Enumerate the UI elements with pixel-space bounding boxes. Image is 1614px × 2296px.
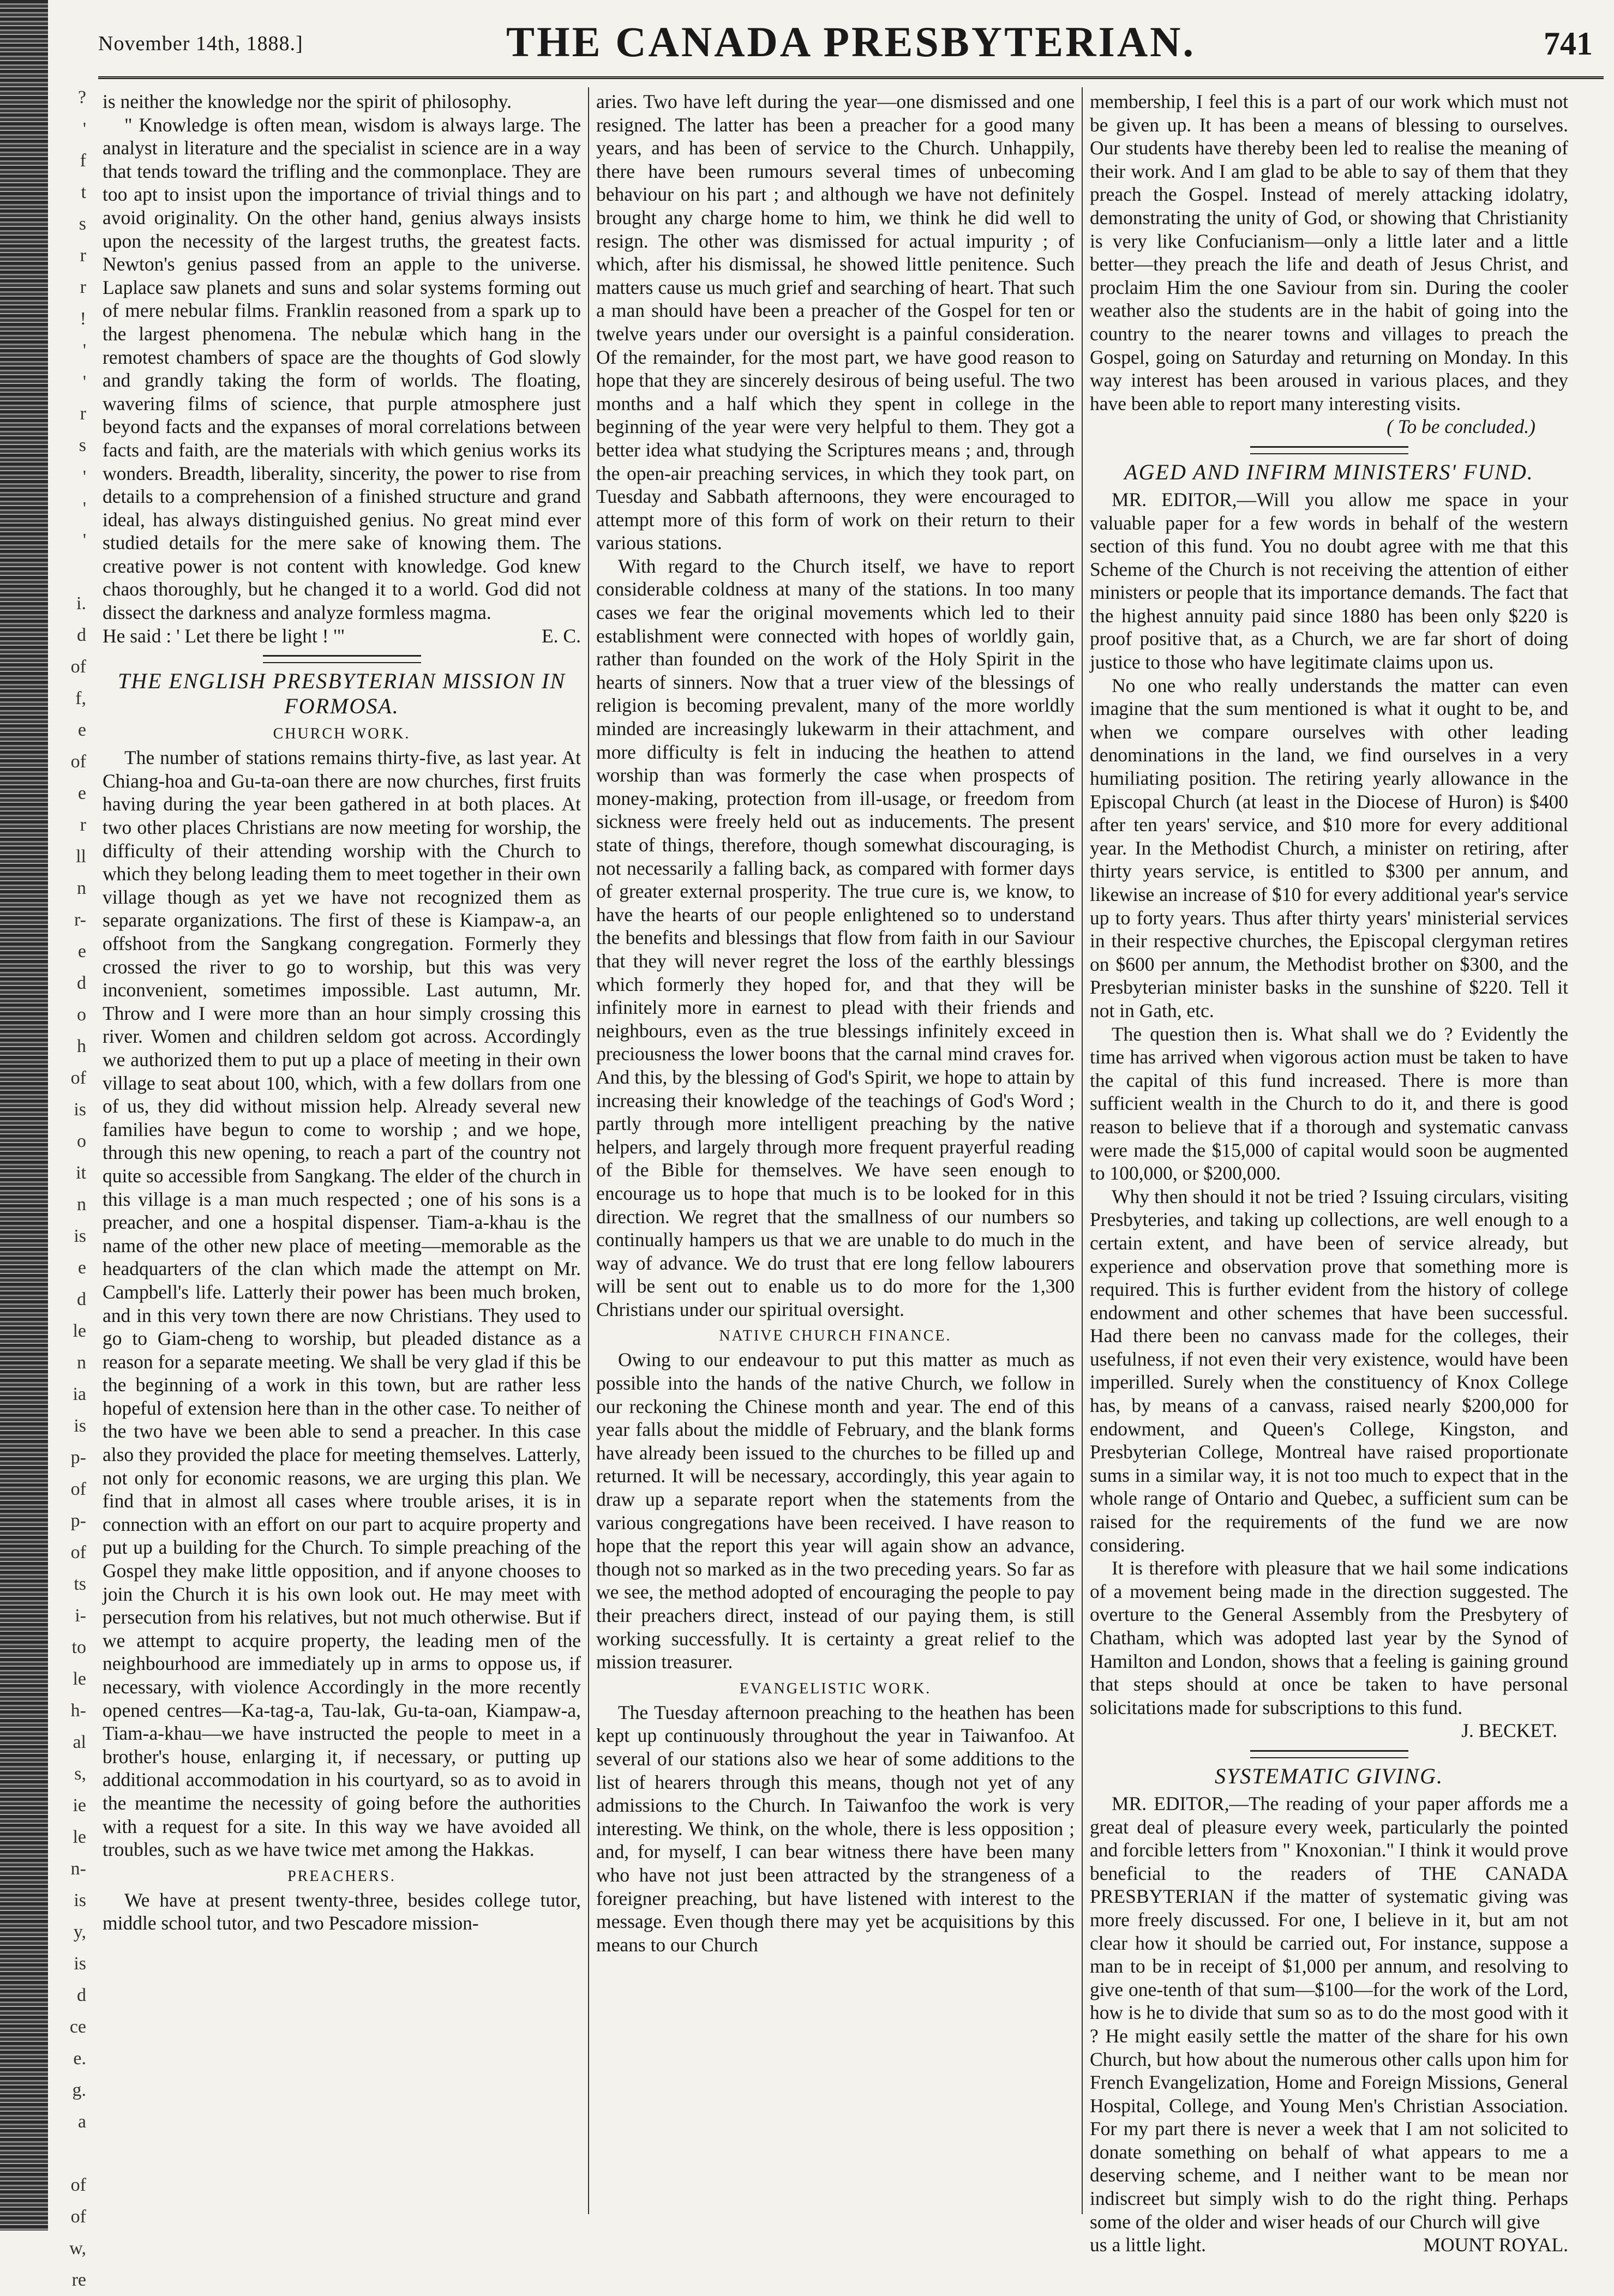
margin-fragment: ie <box>73 1795 86 1816</box>
systematic-giving-paragraphs <box>1090 1792 1568 2233</box>
section-heading-church-work: CHURCH WORK. <box>273 725 411 743</box>
margin-fragment: to <box>71 1637 86 1657</box>
margin-fragment: p- <box>70 1511 86 1531</box>
margin-fragment: e <box>77 720 86 740</box>
signature-becket: J. BECKET. <box>1461 1720 1557 1742</box>
margin-fragment <box>48 556 86 588</box>
column-1 <box>103 90 581 2211</box>
margin-fragment: n <box>77 1194 86 1215</box>
margin-fragment: ' <box>82 119 86 139</box>
margin-fragment: of <box>70 2207 86 2227</box>
aged-fund-paragraphs <box>1090 488 1568 1719</box>
margin-fragment: ia <box>73 1384 86 1404</box>
page-number: 741 <box>1544 26 1593 62</box>
margin-fragment: e <box>77 941 86 961</box>
issue-date: November 14th, 1888.] <box>98 32 303 55</box>
margin-fragment: r <box>80 277 86 297</box>
to-be-concluded-note: ( To be concluded.) <box>1387 416 1535 438</box>
margin-fragment: r <box>80 815 86 835</box>
margin-fragment: f <box>80 151 86 171</box>
closing-quote: He said : ' Let there be light ! '" <box>103 624 345 647</box>
article-title-formosa: THE ENGLISH PRESBYTERIAN MISSION IN FORMOSA. <box>117 669 566 719</box>
column-rule <box>588 87 589 2214</box>
margin-fragment: is <box>74 1099 86 1120</box>
margin-fragment: p- <box>70 1447 86 1468</box>
margin-fragment: h <box>77 1036 86 1056</box>
margin-fragment: n <box>77 878 86 898</box>
margin-fragment: ' <box>82 530 86 550</box>
separator-rule <box>263 655 421 663</box>
paragraph: " Knowledge is often mean, wisdom is always large. The analyst in literature and the specialist in science are in a way that tends toward the trifling and the commonplace. They are too apt to insist upon the importance of trivial things and to avoid originality. On the other hand, genius always insists upon the necessity of the largest truths, the greatest facts. Newton's genius passed from an apple to the universe. Laplace saw planets and suns and solar systems forming out of mere nebular films. Franklin reasoned from a spark up to the largest phenomena. The nebulæ which hang in the remotest chambers of space are the thoughts of God slowly and grandly taking the form of worlds. The floating, wavering films of science, that purple atmosphere just beyond facts and the expanses of moral correlations between facts and faith, are the materials with which genius works its wonders. Breadth, liberality, sincerity, the power to rise from details to a comprehension of a finished structure and grand ideal, has always distinguished genius. No great mind ever studied details for the mere sake of knowing them. The creative power is not content with knowledge. God knew chaos thoroughly, but he changed it to a world. God did not dissect the darkness and analyze formless magma. <box>103 113 581 624</box>
masthead <box>98 0 1604 79</box>
separator-rule <box>1250 1750 1408 1758</box>
church-work-paragraphs <box>103 746 581 1861</box>
paragraph: The Tuesday afternoon preaching to the heathen has been kept up continuously throughout the year in Taiwanfoo. At several of our stations also we hear of some additions to the list of hearers through this means, though not yet of any admissions to the Church. In Taiwanfoo the work is very interesting. We think, on the whole, there is less opposition ; and, for myself, I can bear witness there have been many who have not just been attracted by the strangeness of a foreigner preaching, but have listened with interest to the message. Even though there may yet be acquisitions by this means to our Church <box>596 1701 1075 1956</box>
margin-fragment <box>48 2138 86 2169</box>
preachers-paragraphs <box>103 1889 581 1935</box>
margin-fragment: ' <box>82 372 86 392</box>
section-heading-preachers: PREACHERS. <box>287 1867 396 1885</box>
margin-fragment: s <box>79 435 86 455</box>
margin-fragment: d <box>77 625 86 645</box>
margin-fragment: i. <box>76 593 86 614</box>
signature-mount-royal: MOUNT ROYAL. <box>1423 2234 1568 2256</box>
margin-fragment: r- <box>74 910 86 930</box>
margin-fragment: is <box>74 1416 86 1436</box>
column-rule <box>1082 87 1083 2214</box>
margin-fragment: al <box>73 1732 86 1752</box>
paragraph: is neither the knowledge nor the spirit of philosophy. <box>103 91 512 112</box>
adjacent-page-margin-text <box>48 82 86 2290</box>
margin-fragment: n- <box>70 1859 86 1879</box>
margin-fragment: d <box>77 973 86 993</box>
margin-fragment: d <box>77 1985 86 2005</box>
margin-fragment: of <box>70 657 86 677</box>
closing-signature: E. C. <box>542 624 581 647</box>
margin-fragment: le <box>73 1669 86 1689</box>
finance-paragraphs <box>596 1348 1075 1673</box>
paragraph: Owing to our endeavour to put this matter as much as possible into the hands of the native Church, we follow in our reckoning the Chinese month and year. The end of this year falls about the middle of February, and the blank forms have already been issued to the churches to be filled up and returned. It will be necessary, accordingly, this year again to draw up a separate report when the statements from the various congregations have been received. I have reason to hope that the report this year will again show an advance, though not so marked as in the two preceding years. So far as we see, the method adopted of encouraging the people to pay their preachers direct, instead of our paying them, is still working successfully. It is certainty a great relief to the mission treasurer. <box>596 1349 1075 1673</box>
paragraph: Why then should it not be tried ? Issuing circulars, visiting Presbyteries, and taking up collections, are well enough to a certain extent, and have been of service already, but experience and observation prove that something more is required. This is further evident from the history of college endowment and other schemes that have been successful. Had there been no canvass made for the colleges, their usefulness, if not even their very existence, would have been imperilled. Surely when the constituency of Knox College has, by means of a canvass, raised nearly $200,000 for endowment, and Queen's College, Kingston, and Presbyterian College, Montreal have raised proportionate sums in a similar way, it is not too much to expect that in the whole range of Ontario and Quebec, a sufficient sum can be raised for the requirements of the fund we are now considering. <box>1090 1185 1568 1556</box>
margin-fragment: ' <box>82 498 86 519</box>
margin-fragment: le <box>73 1827 86 1847</box>
paragraph: The number of stations remains thirty-five, as last year. At Chiang-hoa and Gu-ta-oan there are now churches, first fruits having during the year been gathered in at both places. At two other places Christians are now meeting for worship, the difficulty of their attending worship with the Church to which they belong leading them to meet together in their own village though as yet we have not recognized them as separate organizations. The first of these is Kiampaw-a, an offshoot from the Sangkang congregation. Formerly they crossed the river to go to worship, but this was very inconvenient, sometimes impossible. Last autumn, Mr. Throw and I were more than an hour simply crossing this river. Women and children seldom got across. Accordingly we authorized them to put up a place of meeting in their own village to seat about 100, which, with a few dollars from one of us, they did without mission help. Already several new families have begun to come to worship ; and we hope, through this new opening, to reach a part of the country not quite so accessible from Sangkang. The elder of the church in this village is a man much respected ; one of his sons is a preacher, and one a hospital dispenser. Tiam-a-khau is the name of the other new place of meeting—memorable as the headquarters of the clan which made the attempt on Mr. Campbell's life. Latterly their power has been much broken, and in this very town there are now Christians. They used to go to Giam-cheng to worship, but pleaded distance as a reason for a separate meeting. We shall be very glad if this be the beginning of a work in this town, but are rather less hopeful of extension here than in the other case. To neither of the two have we been able to send a preacher. In this case also they provided the place for meeting themselves. Latterly, not only for economic reasons, we are urging this plan. We find that in almost all cases where trouble arises, it is in connection with an effort on our part to acquire property and put up a building for the Church. To simple preaching of the Gospel they make little opposition, and if anyone chooses to join the Church it is his own look out. He may meet with persecution from his relatives, but not much otherwise. But if we attempt to acquire property, the leading men of the neighbourhood are immediately up in arms to oppose us, if necessary, with violence Accordingly in the more recently opened centres—Ka-tag-a, Tau-lak, Gu-ta-oan, Kiampaw-a, Tiam-a-khau—we have instructed the people to meet in a brother's house, enlarging it, if necessary, or putting up additional accommodation in his courtyard, so as to avoid in the meantime the necessity of going before the authorities with a request for a site. In this way we have avoided all troubles, such as we have twice met among the Hakkas. <box>103 747 581 1861</box>
margin-fragment: o <box>77 1005 86 1025</box>
paragraph: membership, I feel this is a part of our work which must not be given up. It has been a means of blessing to ourselves. Our students have thereby been led to realise the meaning of their work. And I am glad to be able to say of them that they preach the Gospel. Instead of merely attacking idolatry, demonstrating the unity of God, or showing that Christianity is very like Confucianism—only a little later and a little better—they preach the life and death of Jesus Christ, and proclaim Him the one Saviour from sin. During the cooler weather also the students are in the habit of going into the country to the nearer towns and villages to preach the Gospel, going on Saturday and returning on Monday. In this way interest has been aroused in various places, and they have been able to report many interesting visits. <box>1090 91 1568 414</box>
section-heading-native-church-finance: NATIVE CHURCH FINANCE. <box>719 1327 952 1345</box>
margin-fragment: is <box>74 1954 86 1974</box>
article-title-systematic-giving: SYSTEMATIC GIVING. <box>1215 1763 1443 1788</box>
paragraph: We have at present twenty-three, besides college tutor, middle school tutor, and two Pescadore mission- <box>103 1889 581 1934</box>
margin-fragment: a <box>77 2112 86 2132</box>
paragraph: No one who really understands the matter can even imagine that the sum mentioned is what it ought to be, and when we compare ourselves with other leading denominations in the land, we find ourselves in a very humiliating position. The retiring yearly allowance in the Episcopal Church (at least in the Diocese of Huron) is $400 after ten years' service, and $10 more for every additional year. In the Methodist Church, a minister on retiring, after thirty years service, is entitled to $300 per annum, and likewise an increase of $10 for every additional year's service up to forty years. Thus after thirty years' ministerial services in their respective churches, the Episcopal clergyman retires on $600 per annum, the Methodist brother on $300, and the Presbyterian minister basks in the sunshine of $220. Tell it not in Gath, etc. <box>1090 674 1568 1021</box>
paragraph: It is therefore with pleasure that we hail some indications of a movement being made in the direction suggested. The overture to the General Assembly from the Presbytery of Chatham, which was adopted last year by the Synod of Hamilton and London, shows that a feeling is gaining ground that steps should at once be taken to have personal solicitations made for subscriptions to this fund. <box>1090 1557 1568 1718</box>
margin-fragment: ll <box>76 846 86 867</box>
preachers-continued-paragraphs <box>596 90 1075 1321</box>
paragraph: The question then is. What shall we do ? Evidently the time has arrived when vigorous action must be taken to have the capital of this fund increased. There is more than sufficient wealth in the Church to do it, and there is good reason to believe that if a thorough and systematic canvass were made the $15,000 of capital would soon be augmented to 100,000, or $200,000. <box>1090 1023 1568 1185</box>
intro-paragraphs <box>103 90 581 624</box>
margin-fragment: r <box>80 404 86 424</box>
margin-fragment: le <box>73 1321 86 1341</box>
evangelistic-continued-paragraphs <box>1090 90 1568 415</box>
margin-fragment: s <box>79 214 86 234</box>
closing-line <box>1090 2233 1568 2257</box>
margin-fragment: is <box>74 1226 86 1246</box>
paragraph: MR. EDITOR,—The reading of your paper affords me a great deal of pleasure every week, particularly the pointed and forcible letters from " Knoxonian." I think it would prove beneficial to the readers of THE CANADA PRESBYTERIAN if the matter of systematic giving was more freely discussed. For one, I believe in it, but am not clear how it should be carried out, For instance, suppose a man to be in receipt of $1,000 per annum, and resolving to give one-tenth of that sum—$100—for the work of the Lord, how is he to divide that sum so as to do the most good with it ? He might easily settle the matter of the share for his own Church, but how about the numerous other calls upon him for French Evangelization, Home and Foreign Missions, General Hospital, College, and Young Men's Christian Association. For my part there is never a week that I am not solicited to donate something on behalf of what appears to me a deserving scheme, and I neither want to be mean nor indiscreet but simply wish to do the right thing. Perhaps some of the older and wiser heads of our Church will give <box>1090 1792 1568 2233</box>
margin-fragment: ' <box>82 340 86 360</box>
closing-line <box>103 624 581 648</box>
margin-fragment: e <box>77 783 86 803</box>
margin-fragment: ts <box>74 1574 86 1594</box>
paragraph: MR. EDITOR,—Will you allow me space in your valuable paper for a few words in behalf of the western section of this fund. You no doubt agree with me that this Scheme of the Church is not receiving the attention of either ministers or people that its importance demands. The fact that the highest annuity paid since 1880 has been only $220 is proof positive that, as a Church, we are far short of doing justice to those who have legitimate claims upon us. <box>1090 488 1568 674</box>
evangelistic-paragraphs <box>596 1701 1075 1957</box>
margin-fragment: h- <box>70 1700 86 1721</box>
margin-fragment: is <box>74 1890 86 1910</box>
last-line-text: us a little light. <box>1090 2234 1206 2256</box>
newspaper-title: THE CANADA PRESBYTERIAN. <box>506 18 1196 65</box>
margin-fragment: d <box>77 1289 86 1309</box>
margin-fragment: ! <box>80 309 86 329</box>
paragraph: With regard to the Church itself, we have to report considerable coldness at many of the stations. In too many cases we fear the original movements which led to their establishment were connected with hopes of worldly gain, rather than founded on the work of the Holy Spirit in the hearts of sinners. Now that a truer view of the blessings of religion is becoming prevalent, many of the more worldly minded are increasingly lukewarm in their attachment, and more difficulty is felt in inducing the heathen to attend worship than was formerly the case when prospects of money-making, protection from ill-usage, or freedom from sickness were freely held out as inducements. The present state of things, therefore, though somewhat discouraging, is not necessarily a falling back, as compared with former days of greater external prosperity. The true cure is, we know, to have the hearts of our people enlightened so to understand the benefits and blessings that flow from faith in our Saviour that they will never regret the loss of the earthly blessings which formerly they hoped for, and that they will be infinitely more in earnest to plead with their friends and neighbours, even as the true blessings infinitely exceed in preciousness the lower boons that the carnal mind craves for. And this, by the blessing of God's Spirit, we hope to attain by increasing their knowledge of the teachings of God's Word ; partly through more intelligent preaching by the native helpers, and largely through more frequent prayerful reading of the Bible for themselves. We have seen enough to encourage us to hope that much is to be looked for in this direction. We regret that the smallness of our numbers so continually hampers us that we are unable to do much in the way of advance. We do trust that ere long fellow labourers will be sent out to enable us to do more for the 1,300 Christians under our spiritual oversight. <box>596 555 1075 1320</box>
margin-fragment: it <box>76 1163 86 1183</box>
margin-fragment: of <box>70 1479 86 1499</box>
paragraph: aries. Two have left during the year—one dismissed and one resigned. The latter has been a preacher for a good many years, and has been of service to the Church. Unhappily, there have been rumours several times of unbecoming behaviour on his part ; and although we have not definitely brought any charge home to him, we think he did well to resign. The other was dismissed for actual impurity ; of which, after his dismissal, he showed little penitence. Such matters cause us much grief and searching of heart. That such a man should have been a preacher of the Gospel for ten or twelve years under our oversight is a painful consideration. Of the remainder, for the most part, we have good reason to hope that they are sincerely desirous of being useful. The two months and a half which they spent in college in the beginning of the year were very helpful to them. They got a better idea what studying the Scriptures means ; and, through the open-air preaching services, in which they took part, on Tuesday and Sabbath afternoons, they were encouraged to attempt more of this form of work on their return to their various stations. <box>596 91 1075 554</box>
margin-fragment: re <box>71 2270 86 2290</box>
margin-fragment: of <box>70 1068 86 1088</box>
section-heading-evangelistic-work: EVANGELISTIC WORK. <box>739 1680 932 1697</box>
margin-fragment: e <box>77 1258 86 1278</box>
binding-edge <box>0 0 48 2231</box>
margin-fragment: ? <box>77 87 86 107</box>
margin-fragment: o <box>77 1131 86 1151</box>
margin-fragment: e. <box>73 2048 86 2069</box>
margin-fragment: y, <box>73 1922 86 1942</box>
separator-rule <box>1250 446 1408 454</box>
margin-fragment: of <box>70 752 86 772</box>
column-2 <box>596 90 1075 2211</box>
margin-fragment: t <box>81 182 86 202</box>
margin-fragment: of <box>70 2175 86 2195</box>
margin-fragment: g. <box>72 2080 86 2100</box>
margin-fragment: r <box>80 245 86 266</box>
article-title-aged-ministers-fund: AGED AND INFIRM MINISTERS' FUND. <box>1124 459 1534 484</box>
margin-fragment: f, <box>75 688 86 708</box>
margin-fragment: i- <box>75 1606 86 1626</box>
column-3 <box>1090 90 1568 2256</box>
margin-fragment: of <box>70 1542 86 1562</box>
margin-fragment: ' <box>82 467 86 487</box>
margin-fragment: n <box>77 1353 86 1373</box>
margin-fragment: ce <box>69 2017 86 2037</box>
margin-fragment: w, <box>69 2238 86 2258</box>
margin-fragment: s, <box>74 1764 86 1784</box>
